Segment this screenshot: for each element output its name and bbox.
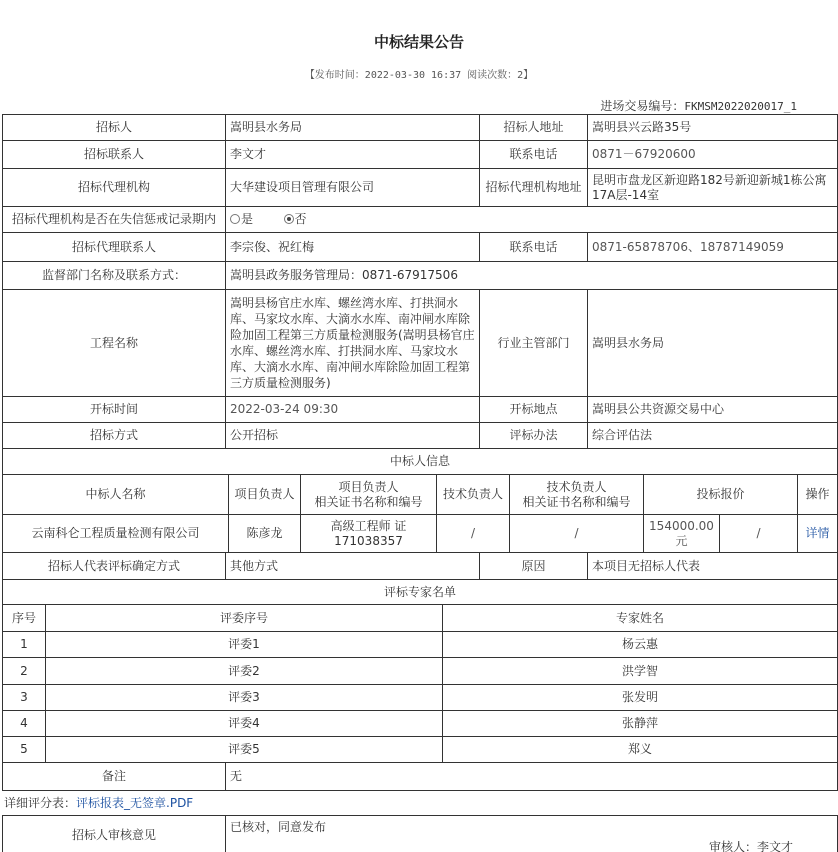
expert-seq: 评委4 — [46, 711, 443, 737]
supervisor-label: 监督部门名称及联系方式： — [3, 262, 226, 290]
open-place-value: 嵩明县公共资源交易中心 — [588, 397, 838, 423]
winner-name: 云南科仑工程质量检测有限公司 — [3, 515, 229, 553]
remark-table — [2, 762, 838, 791]
detail-link[interactable]: 详情 — [798, 515, 838, 553]
method-value: 公开招标 — [226, 423, 480, 449]
table-row — [3, 632, 838, 658]
eval-label: 评标办法 — [480, 423, 588, 449]
open-place-label: 开标地点 — [480, 397, 588, 423]
pm-cert-header: 项目负责人 相关证书名称和编号 — [301, 475, 437, 515]
experts-table — [2, 579, 838, 763]
tenderer-value: 嵩明县水务局 — [226, 115, 480, 141]
trade-number-label: 进场交易编号： — [600, 99, 685, 113]
winner-section-title: 中标人信息 — [3, 449, 838, 475]
trade-number — [600, 97, 797, 114]
rep-method-label: 招标人代表评标确定方式 — [3, 553, 226, 580]
score-file-row — [4, 794, 193, 811]
agency-label: 招标代理机构 — [3, 169, 226, 207]
expert-name: 张发明 — [443, 685, 838, 711]
review-label: 招标人审核意见 — [3, 816, 226, 852]
publish-info: 【发布时间：2022-03-30 16:37 阅读次数：2】 — [304, 70, 534, 81]
project-value: 嵩明县杨官庄水库、螺丝湾水库、打拱洞水库、马家坟水库、大滴水水库、南冲闸水库除险加固工程第三方质量检测服务(嵩明县杨官庄水库、螺丝湾水库、打拱洞水库、马家坟水库、大滴水水库、南冲闸水库除险加固工程第三方质量检测服务) — [226, 290, 480, 397]
remark-value: 无 — [226, 763, 838, 791]
winner-pm-cert: 高级工程师 证171038357 — [301, 515, 437, 553]
project-label: 工程名称 — [3, 290, 226, 397]
winner-price-extra: / — [720, 515, 798, 553]
experts-section-title: 评标专家名单 — [3, 580, 838, 605]
experts-header-index: 序号 — [3, 605, 46, 632]
phone-value: 0871－67920600 — [588, 141, 838, 169]
pm-header: 项目负责人 — [229, 475, 301, 515]
review-value: 已核对，同意发布 — [230, 820, 327, 834]
agency-contact-value: 李宗俊、祝红梅 — [226, 233, 480, 262]
table-row — [3, 658, 838, 685]
page-title: 中标结果公告 — [373, 33, 464, 51]
winner-tech: / — [437, 515, 510, 553]
remark-label: 备注 — [3, 763, 226, 791]
review-table — [2, 815, 838, 852]
reviewer: 审核人：李文才 — [708, 840, 793, 852]
rep-table — [2, 552, 838, 580]
blacklist-options — [226, 207, 838, 233]
expert-index: 2 — [3, 658, 46, 685]
supervisor-value: 嵩明县政务服务管理局：0871-67917506 — [226, 262, 838, 290]
expert-seq: 评委3 — [46, 685, 443, 711]
score-file-label: 详细评分表： — [4, 796, 77, 810]
expert-index: 4 — [3, 711, 46, 737]
blacklist-yes-label: 是 — [241, 212, 254, 226]
tech-cert-header: 技术负责人 相关证书名称和编号 — [510, 475, 644, 515]
industry-value: 嵩明县水务局 — [588, 290, 838, 397]
expert-name: 张静萍 — [443, 711, 838, 737]
tech-header: 技术负责人 — [437, 475, 510, 515]
expert-index: 3 — [3, 685, 46, 711]
expert-name: 洪学智 — [443, 658, 838, 685]
agency-contact-label: 招标代理联系人 — [3, 233, 226, 262]
agency-address-label: 招标代理机构地址 — [480, 169, 588, 207]
contact-value: 李文才 — [226, 141, 480, 169]
op-header: 操作 — [798, 475, 838, 515]
open-time-label: 开标时间 — [3, 397, 226, 423]
open-time-value: 2022-03-24 09:30 — [226, 397, 480, 423]
table-row — [3, 685, 838, 711]
info-table — [2, 114, 838, 449]
agency-phone-label: 联系电话 — [480, 233, 588, 262]
reason-label: 原因 — [480, 553, 588, 580]
score-file-link[interactable]: 评标报表_无签章.PDF — [76, 796, 194, 810]
expert-index: 1 — [3, 632, 46, 658]
expert-name: 杨云惠 — [443, 632, 838, 658]
table-row — [3, 711, 838, 737]
blacklist-no-radio[interactable] — [284, 214, 294, 224]
table-row — [3, 737, 838, 763]
review-cell — [226, 816, 838, 852]
expert-seq: 评委2 — [46, 658, 443, 685]
industry-label: 行业主管部门 — [480, 290, 588, 397]
price-header: 投标报价 — [644, 475, 798, 515]
agency-phone-value: 0871-65878706、18787149059 — [588, 233, 838, 262]
reason-value: 本项目无招标人代表 — [588, 553, 838, 580]
eval-value: 综合评估法 — [588, 423, 838, 449]
expert-index: 5 — [3, 737, 46, 763]
blacklist-label: 招标代理机构是否在失信惩戒记录期内 — [3, 207, 226, 233]
experts-header-seq: 评委序号 — [46, 605, 443, 632]
expert-name: 郑义 — [443, 737, 838, 763]
expert-seq: 评委5 — [46, 737, 443, 763]
tenderer-address-value: 嵩明县兴云路35号 — [588, 115, 838, 141]
winner-table — [2, 448, 838, 553]
winner-tech-cert: / — [510, 515, 644, 553]
expert-seq: 评委1 — [46, 632, 443, 658]
experts-header-name: 专家姓名 — [443, 605, 838, 632]
trade-number-value: FKMSM2022020017_1 — [684, 100, 797, 113]
rep-method-value: 其他方式 — [226, 553, 480, 580]
phone-label: 联系电话 — [480, 141, 588, 169]
blacklist-yes-radio[interactable] — [230, 214, 240, 224]
tenderer-address-label: 招标人地址 — [480, 115, 588, 141]
blacklist-no-label: 否 — [294, 212, 307, 226]
contact-label: 招标联系人 — [3, 141, 226, 169]
agency-address-value: 昆明市盘龙区新迎路182号新迎新城1栋公寓17A层-14室 — [588, 169, 838, 207]
winner-name-header: 中标人名称 — [3, 475, 229, 515]
method-label: 招标方式 — [3, 423, 226, 449]
winner-price: 154000.00元 — [644, 515, 720, 553]
agency-value: 大华建设项目管理有限公司 — [226, 169, 480, 207]
tenderer-label: 招标人 — [3, 115, 226, 141]
winner-pm: 陈彦龙 — [229, 515, 301, 553]
